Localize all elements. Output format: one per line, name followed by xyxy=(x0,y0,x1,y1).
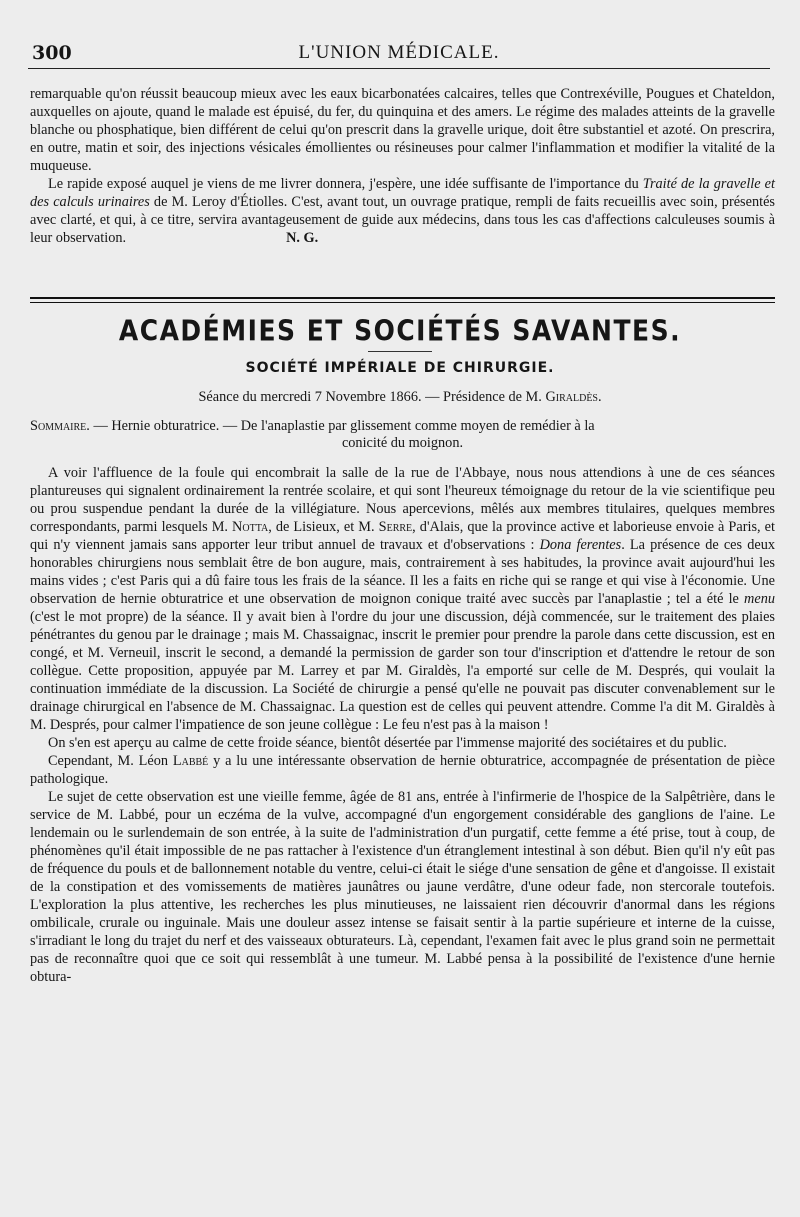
president-name: Giraldès xyxy=(545,389,598,405)
book-title: Traité de la gravelle et des calculs urinaires xyxy=(30,176,775,210)
section-divider xyxy=(30,297,775,303)
author-signature: N. G. xyxy=(286,230,319,246)
intro-text xyxy=(30,85,775,247)
page-header xyxy=(28,40,770,70)
sommaire-line-2: conicité du moignon. xyxy=(341,435,464,451)
section-subrule xyxy=(368,351,432,352)
body-paragraph-1: A voir l'affluence de la foule qui encombrait la salle de la rue de l'Abbaye, nous nous attendions à une de ces séances plantureuses qui signalent ordinairement la rentrée scolaire, et qui sont l'heureux témoignage du retour de la vie scientifique peu ou prou suspendue pendant la durée de la villégiature. Nous apercevions, mêlés aux membres titulaires, quelques membres correspondants, parmi lesquels M. Notta, de Lisieux, et M. Serre, d'Alais, que la province active et laborieuse envoie à Paris, et qui n'y viennent jamais sans apporter leur tribut annuel de travaux et d'observations : Dona ferentes. La présence de ces deux honorables chirurgiens nous semblait être de bon augure, mais, contrairement à ses habitudes, la province avait aujourd'hui les mains vides ; c'est Paris qui a dû faire tous les frais de la séance. Il les a faits en riche qui se range et qui vise à l'économie. Une observation de hernie obturatrice et une observation de moignon conique traité avec succès par l'anaplastie ; tel a été le menu (c'est le mot propre) de la séance. Il y avait bien à l'ordre du jour une discussion, déjà commencée, sur le traitement des plaies pénétrantes du genou par le drainage ; mais M. Chassaignac, inscrit le premier pour prendre la parole dans cette discussion, est en congé, et M. Verneuil, inscrit le second, a demandé la permission de garder son tour d'inscription et d'attendre le retour de son collègue. Cette proposition, appuyée par M. Larrey et par M. Giraldès, l'a emporté sur celle de M. Després, qui voulait la continuation immédiate de la discussion. La Société de chirurgie a pensé qu'elle ne pouvait pas discuter convenablement sur le drainage chirurgical en l'absence de M. Chassaignac. La question est de celles qui peuvent attendre. Comme l'a dit M. Giraldès à M. Després, pour calmer l'impatience de son jeune collègue : Le feu n'est pas à la maison ! xyxy=(30,465,775,733)
body-paragraph-3: Cependant, M. Léon Labbé y a lu une intéressante observation de hernie obturatrice, accompagnée de présentation de pièce pathologique. xyxy=(30,753,775,787)
body-paragraph-4: Le sujet de cette observation est une vieille femme, âgée de 81 ans, entrée à l'infirmerie de l'hospice de la Salpêtrière, dans le service de M. Labbé, pour un eczéma de la vulve, accompagné d'un engorgement considérable des ganglions de l'aine. Le lendemain ou le surlendemain de son entrée, à la suite de l'administration d'un purgatif, cette femme a été prise, tout à coup, de phénomènes qu'il était impossible de ne pas rattacher à l'existence d'un étranglement intestinal à son début. Bien qu'il n'y eût pas de fréquence du pouls et de ballonnement notable du ventre, celui-ci était le siége d'une sensation de gêne et d'angoisse. Il existait de la constipation et des vomissements de matières jaunâtres ou jaune verdâtre, d'une odeur fade, non stercorale toutefois. L'exploration la plus attentive, les recherches les plus minutieuses, ne laissaient rien découvrir d'anormal dans les régions ombilicale, crurale ou inguinale. Mais une douleur assez intense se faisait sentir à la partie supérieure et interne de la cuisse, s'irradiant le long du trajet du nerf et des vaisseaux obturateurs. Là, cependant, l'examen fait avec le plus grand soin ne permettait pas de reconnaître quoi que ce soit qui ressemblât à une tumeur. M. Labbé pensa à la possibilité de l'existence d'une hernie obtura- xyxy=(30,789,775,985)
section-title: ACADÉMIES ET SOCIÉTÉS SAVANTES. xyxy=(118,313,682,348)
society-name: SOCIÉTÉ IMPÉRIALE DE CHIRURGIE. xyxy=(245,360,555,376)
header-rule xyxy=(28,68,770,69)
body-paragraph-2: On s'en est aperçu au calme de cette froide séance, bientôt désertée par l'immense majorité des sociétaires et du public. xyxy=(48,735,727,751)
page-number: 300 xyxy=(32,42,72,64)
sommaire-label: Sommaire. xyxy=(30,418,90,434)
session-line: Séance du mercredi 7 Novembre 1866. — Présidence de M. Giraldès. xyxy=(198,389,602,405)
sommaire: Sommaire. — Hernie obturatrice. — De l'anaplastie par glissement comme moyen de remédier à la conicité du moignon. xyxy=(30,418,775,452)
report-body xyxy=(30,464,775,986)
intro-paragraph-2: Le rapide exposé auquel je viens de me livrer donnera, j'espère, une idée suffisante de l'importance du Traité de la gravelle et des calculs urinaires de M. Leroy d'Étiolles. C'est, avant tout, un ouvrage pratique, rempli de faits recueillis avec soin, présentés avec clarté, et qui, à ce titre, servira avantageusement de guide aux médecins, dans tous les cas d'affections calculeuses soumis à leur observation. N. G. xyxy=(30,176,775,246)
running-title: L'UNION MÉDICALE. xyxy=(298,42,500,63)
intro-paragraph-1: remarquable qu'on réussit beaucoup mieux avec les eaux bicarbonatées calcaires, telles que Contrexéville, Pougues et Chateldon, auxquelles on ajoute, quand le malade est épuisé, du fer, du quinquina et des amers. Le régime des malades atteints de la gravelle blanche ou phosphatique, bien différent de celui qu'on prescrit dans la gravelle urique, doit être substantiel et azoté. On prescrira, en outre, matin et soir, des injections vésicales émollientes ou résineuses pour calmer l'inflammation et modifier la vitalité de la muqueuse. xyxy=(30,86,775,174)
